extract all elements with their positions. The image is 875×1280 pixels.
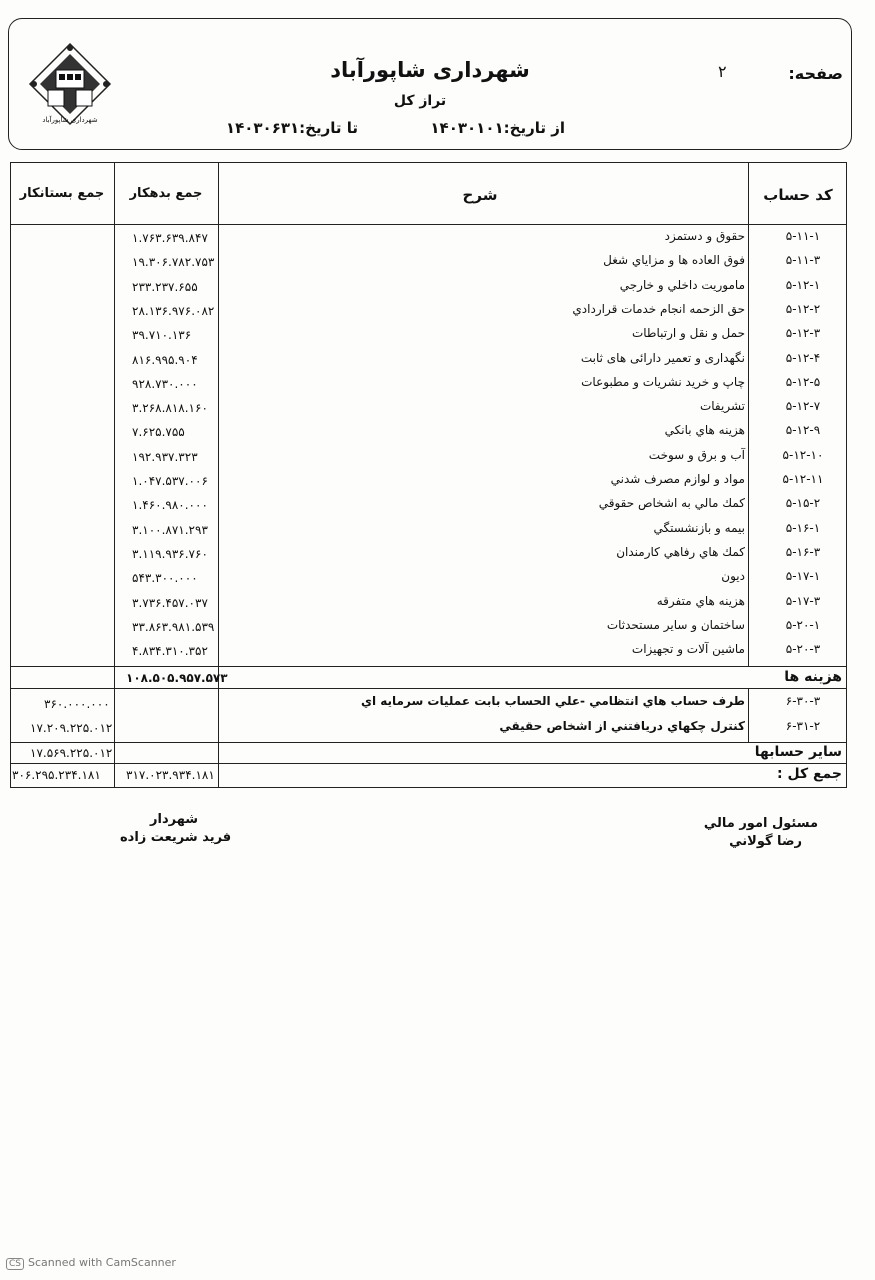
expense-row-debit: ۳.۱۰۰.۸۷۱.۲۹۳ bbox=[132, 522, 208, 537]
expense-row-debit: ۳.۱۱۹.۹۳۶.۷۶۰ bbox=[132, 546, 208, 561]
expense-row-code: ۵-۲۰-۱ bbox=[785, 617, 821, 632]
mayor-title: شهردار bbox=[150, 812, 199, 827]
logo-caption: شهرداری شاپورآباد bbox=[42, 116, 98, 124]
other-row-description: كنترل چكهاي دريافتني از اشخاص حقيقي bbox=[499, 719, 745, 733]
col-debit: جمع بدهکار bbox=[129, 186, 203, 201]
expense-row-description: نگهداری و تعمیر دارائی های ثابت bbox=[580, 350, 745, 365]
other-row-credit: ۱۷.۲۰۹.۲۲۵.۰۱۲ bbox=[30, 721, 113, 735]
finance-name: رضا گولاني bbox=[729, 834, 802, 849]
expense-row-code: ۵-۱۲-۱ bbox=[785, 277, 821, 292]
expense-row-description: حق الزحمه انجام خدمات قراردادي bbox=[572, 301, 745, 316]
expense-row-code: ۵-۱۲-۵ bbox=[785, 374, 821, 389]
expense-row-debit: ۱۹۲.۹۳۷.۳۲۳ bbox=[132, 449, 198, 464]
col-description: شرح bbox=[462, 186, 498, 204]
expense-row-description: كمك هاي رفاهي كارمندان bbox=[616, 544, 745, 559]
expense-row-debit: ۱۹.۳۰۶.۷۸۲.۷۵۳ bbox=[132, 255, 215, 270]
expense-row-description: ماموريت داخلي و خارجي bbox=[619, 277, 745, 292]
expense-row-description: چاپ و خريد نشريات و مطبوعات bbox=[581, 374, 745, 389]
finance-title: مسئول امور مالي bbox=[703, 816, 818, 831]
other-total-credit: ۱۷.۵۶۹.۲۲۵.۰۱۲ bbox=[30, 746, 113, 760]
expense-row-description: تشريفات bbox=[699, 399, 745, 414]
col-code: کد حساب bbox=[763, 186, 833, 204]
grand-total-credit: ۳۰۶.۲۹۵.۲۳۴.۱۸۱ bbox=[12, 768, 101, 782]
expense-row-code: ۵-۲۰-۳ bbox=[785, 642, 821, 657]
expense-row-code: ۵-۱۶-۱ bbox=[785, 520, 821, 535]
expense-row-description: هزينه هاي متفرقه bbox=[656, 593, 745, 608]
expense-row-debit: ۲۳۳.۲۳۷.۶۵۵ bbox=[132, 279, 198, 294]
other-row-code: ۶-۳۰-۳ bbox=[785, 694, 821, 708]
expense-row-description: ساختمان و ساير مستحدثات bbox=[606, 617, 745, 632]
expense-row-debit: ۳.۷۳۶.۴۵۷.۰۳۷ bbox=[132, 595, 208, 610]
other-row-code: ۶-۳۱-۲ bbox=[785, 719, 821, 733]
report-title: تراز کل bbox=[393, 93, 447, 109]
expense-row-description: بيمه و بازنشستگي bbox=[653, 520, 745, 535]
camscanner-icon: CS bbox=[6, 1258, 24, 1270]
scanner-footer bbox=[6, 1256, 176, 1270]
mayor-name: فرید شریعت زاده bbox=[120, 830, 232, 845]
expense-row-code: ۵-۱۲-۱۰ bbox=[782, 447, 824, 462]
expense-row-debit: ۱.۰۴۷.۵۳۷.۰۰۶ bbox=[132, 474, 208, 488]
expense-total-debit: ۱۰۸.۵۰۵.۹۵۷.۵۷۳ bbox=[126, 671, 228, 685]
expense-row-debit: ۷.۶۲۵.۷۵۵ bbox=[132, 425, 185, 440]
municipality-logo-icon bbox=[26, 40, 114, 126]
expense-row-debit: ۲۸.۱۳۶.۹۷۶.۰۸۲ bbox=[132, 303, 215, 318]
page-label: صفحه: bbox=[788, 64, 843, 83]
org-title: شهرداری شاپورآباد bbox=[330, 58, 530, 82]
expense-row-debit: ۸۱۶.۹۹۵.۹۰۴ bbox=[132, 352, 198, 367]
expense-row-debit: ۳۹.۷۱۰.۱۳۶ bbox=[132, 328, 192, 343]
other-total-label: سایر حسابها bbox=[754, 744, 842, 760]
expense-row-description: حقوق و دستمزد bbox=[664, 229, 745, 243]
expense-row-debit: ۳.۲۶۸.۸۱۸.۱۶۰ bbox=[132, 401, 208, 416]
expense-row-code: ۵-۱۱-۳ bbox=[785, 253, 821, 268]
expense-row-debit: ۹۲۸.۷۳۰.۰۰۰ bbox=[132, 376, 198, 391]
col-credit: جمع بستانکار bbox=[19, 186, 105, 201]
expense-row-description: مواد و لوازم مصرف شدني bbox=[610, 472, 745, 486]
expense-row-code: ۵-۱۷-۱ bbox=[785, 569, 821, 584]
expense-row-debit: ۱.۷۶۳.۶۳۹.۸۴۷ bbox=[132, 231, 208, 245]
expense-row-description: آب و برق و سوخت bbox=[648, 447, 745, 462]
expense-row-debit: ۱.۴۶۰.۹۸۰.۰۰۰ bbox=[132, 498, 208, 513]
expense-row-description: كمك مالي به اشخاص حقوقي bbox=[598, 496, 745, 511]
expense-row-description: حمل و نقل و ارتباطات bbox=[631, 326, 745, 341]
expense-row-code: ۵-۱۶-۳ bbox=[785, 544, 821, 559]
grand-total-label: جمع کل : bbox=[776, 766, 842, 782]
expense-row-code: ۵-۱۲-۹ bbox=[785, 423, 821, 438]
expense-row-code: ۵-۱۲-۲ bbox=[785, 301, 821, 316]
footer-text: Scanned with CamScanner bbox=[28, 1256, 176, 1269]
to-date: تا تاریخ:۱۴۰۳۰۶۳۱ bbox=[225, 119, 358, 137]
grand-total-debit: ۳۱۷.۰۲۳.۹۳۴.۱۸۱ bbox=[126, 768, 215, 782]
page-number: ۲ bbox=[718, 62, 727, 81]
expense-row-code: ۵-۱۱-۱ bbox=[785, 229, 821, 243]
expense-row-code: ۵-۱۲-۳ bbox=[785, 326, 821, 341]
expense-row-code: ۵-۱۲-۷ bbox=[785, 399, 821, 414]
expense-row-code: ۵-۱۲-۱۱ bbox=[782, 472, 824, 486]
from-date: از تاریخ:۱۴۰۳۰۱۰۱ bbox=[430, 119, 565, 137]
expense-row-description: هزينه هاي بانكي bbox=[664, 423, 745, 438]
expense-row-description: ماشين آلات و تجهيزات bbox=[631, 642, 745, 657]
other-row-description: طرف حساب هاي انتظامي -علي الحساب بابت عمليات سرمايه اي bbox=[360, 694, 745, 708]
expense-total-label: هزینه ها bbox=[784, 669, 842, 685]
expense-row-debit: ۴.۸۳۴.۳۱۰.۳۵۲ bbox=[132, 644, 208, 659]
expense-row-code: ۵-۱۲-۴ bbox=[785, 350, 821, 365]
expense-row-debit: ۳۳.۸۶۳.۹۸۱.۵۳۹ bbox=[132, 619, 215, 634]
expense-row-code: ۵-۱۵-۲ bbox=[785, 496, 821, 511]
expense-row-description: ديون bbox=[721, 569, 745, 584]
expense-row-description: فوق العاده ها و مزاياي شغل bbox=[603, 253, 745, 268]
expense-row-debit: ۵۴۳.۳۰۰.۰۰۰ bbox=[132, 571, 198, 586]
other-row-credit: ۳۶۰.۰۰۰.۰۰۰ bbox=[44, 697, 110, 711]
expense-row-code: ۵-۱۷-۳ bbox=[785, 593, 821, 608]
